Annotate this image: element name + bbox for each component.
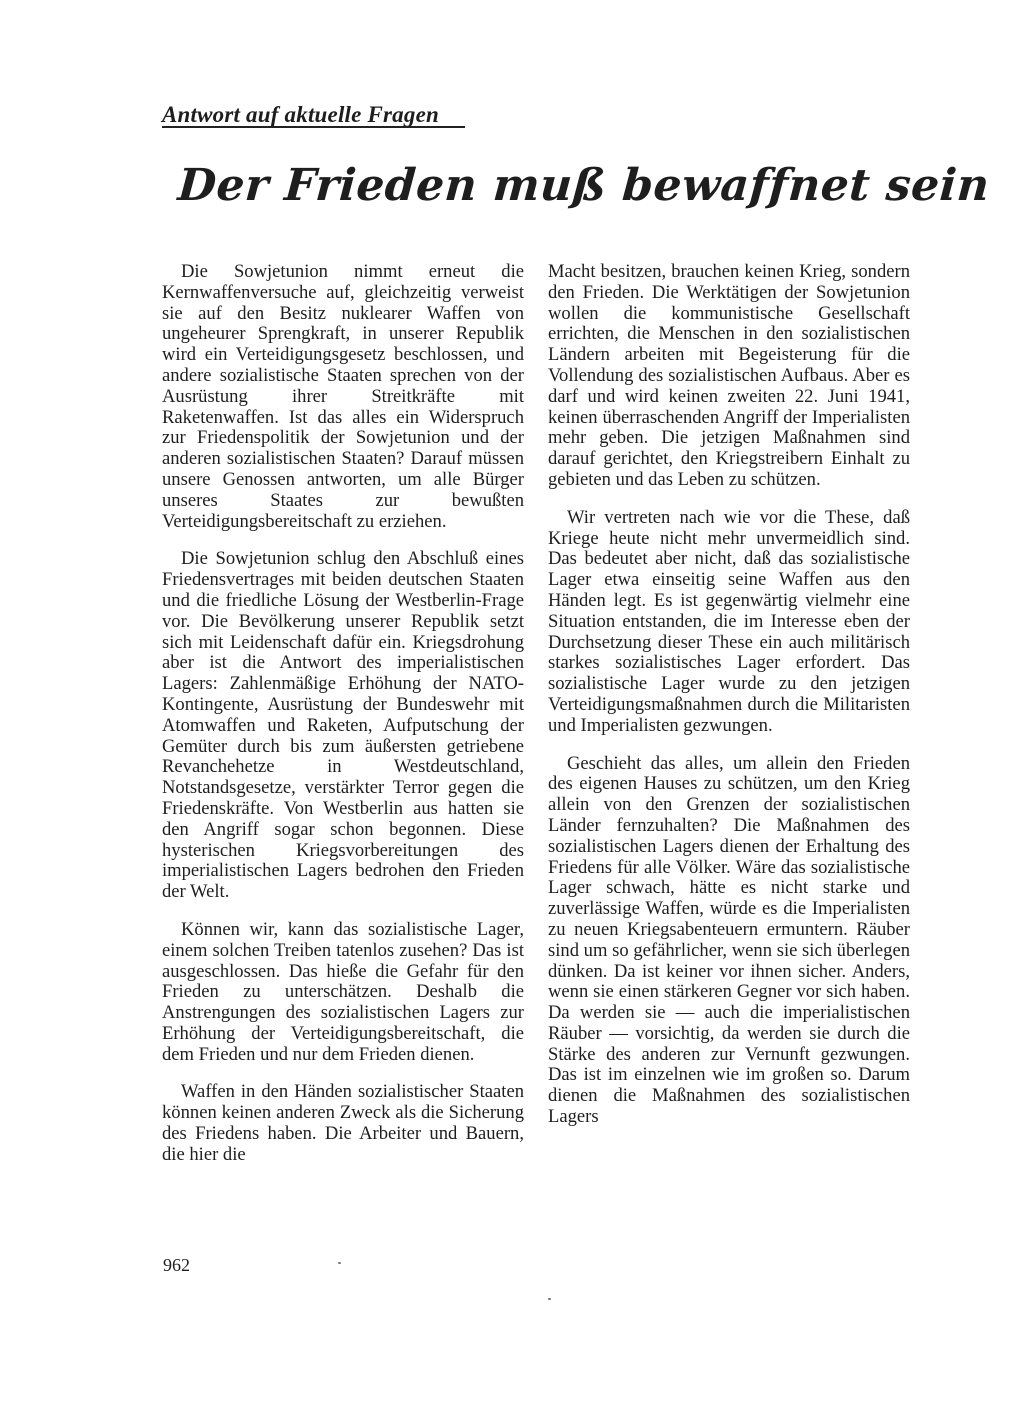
paragraph: Waffen in den Händen sozialistischer Staaten können keinen anderen Zweck als die Sicherung des Friedens haben. Die Arbeiter und Bauern, die hier die xyxy=(162,1081,524,1165)
paragraph-continued: Macht besitzen, brauchen keinen Krieg, sondern den Frieden. Die Werktätigen der Sowjetunion wollen die kommunistische Gesellschaft errichten, die Menschen in den sozialistischen Ländern arbeiten mit Begeisterung für die Vollendung des sozialistischen Aufbaus. Aber es darf und wird keinen zweiten 22. Juni 1941, keinen überraschenden Angriff der Imperialisten mehr geben. Die jetzigen Maßnahmen sind darauf gerichtet, den Kriegstreibern Einhalt zu gebieten und das Leben zu schützen. xyxy=(548,261,910,490)
page-number: 962 xyxy=(163,1255,190,1275)
paragraph: Können wir, kann das sozialistische Lager, einem solchen Treiben tatenlos zusehen? Das ist ausgeschlossen. Das hieße die Gefahr für den Frieden zu unterschätzen. Deshalb die Anstrengungen des sozialistischen Lagers zur Erhöhung der Verteidigungsbereitschaft, die dem Frieden und nur dem Frieden dienen. xyxy=(162,918,524,1065)
paragraph: Die Sowjetunion schlug den Abschluß eines Friedensvertrages mit beiden deutschen Staaten und die friedliche Lösung der Westberlin-Frage vor. Die Bevölkerung unserer Republik setzt sich mit Leidenschaft dafür ein. Kriegsdrohung aber ist die Antwort des imperialistischen Lagers: Zahlenmäßige Erhöhung der NATO-Kontingente, Ausrüstung der Bundeswehr mit Atomwaffen und Raketen, Aufputschung der Gemüter durch bis zum äußersten getriebene Revanchehetze in Westdeutschland, Notstandsgesetze, verstärkter Terror gegen die Friedenskräfte. Von Westberlin aus hatten sie den Angriff sogar schon begonnen. Diese hysterischen Kriegsvorbereitungen des imperialistischen Lagers bedrohen den Frieden der Welt. xyxy=(162,548,524,903)
print-speck xyxy=(338,1262,341,1264)
paragraph: Geschieht das alles, um allein den Frieden des eigenen Hauses zu schützen, um den Krieg allein von den Grenzen der sozialistischen Länder fernzuhalten? Die Maßnahmen des sozialistischen Lagers dienen der Erhaltung des Friedens für alle Völker. Wäre das sozialistische Lager schwach, hätte es nicht starke und zuverlässige Waffen, würde es die Imperialisten zu neuen Kriegsabenteuern ermuntern. Räuber sind um so gefährlicher, wenn sie sich überlegen dünken. Da ist keiner vor ihnen sicher. Anders, wenn sie einen stärkeren Gegner vor sich haben. Da werden sie — auch die imperialistischen Räuber — vorsichtig, da werden sie durch die Stärke des anderen zur Vernunft gezwungen. Das ist im einzelnen wie im großen so. Darum dienen die Maßnahmen des sozialistischen Lagers xyxy=(548,752,910,1128)
paragraph: Wir vertreten nach wie vor die These, daß Kriege heute nicht mehr unvermeidlich sind. Das bedeutet aber nicht, daß das sozialistische Lager etwa einseitig seine Waffen aus den Händen legt. Es ist gegenwärtig vielmehr eine Situation entstanden, die im Interesse eben der Durchsetzung dieser These ein auch militärisch starkes sozialistisches Lager erfordert. Das sozialistische Lager wurde zu den jetzigen Verteidigungsmaßnahmen durch die Militaristen und Imperialisten gezwungen. xyxy=(548,506,910,736)
text-column-right xyxy=(548,262,910,1145)
section-label: Antwort auf aktuelle Fragen xyxy=(162,102,439,127)
section-label-underline xyxy=(162,126,465,128)
paragraph: Die Sowjetunion nimmt erneut die Kernwaffenversuche auf, gleichzeitig verweist sie auf den Besitz nuklearer Waffen von ungeheurer Sprengkraft, in unserer Republik wird ein Verteidigungsgesetz beschlossen, und andere sozialistische Staaten sprechen von der Ausrüstung ihrer Streitkräfte mit Raketenwaffen. Ist das alles ein Widerspruch zur Friedenspolitik der Sowjetunion und der anderen sozialistischen Staaten? Darauf müssen unsere Genossen antworten, um alle Bürger unseres Staates zur bewußten Verteidigungsbereitschaft zu erziehen. xyxy=(162,261,524,532)
print-speck xyxy=(548,1298,551,1300)
text-column-left xyxy=(162,262,524,1183)
article-headline: Der Frieden muß bewaffnet sein xyxy=(176,160,992,211)
